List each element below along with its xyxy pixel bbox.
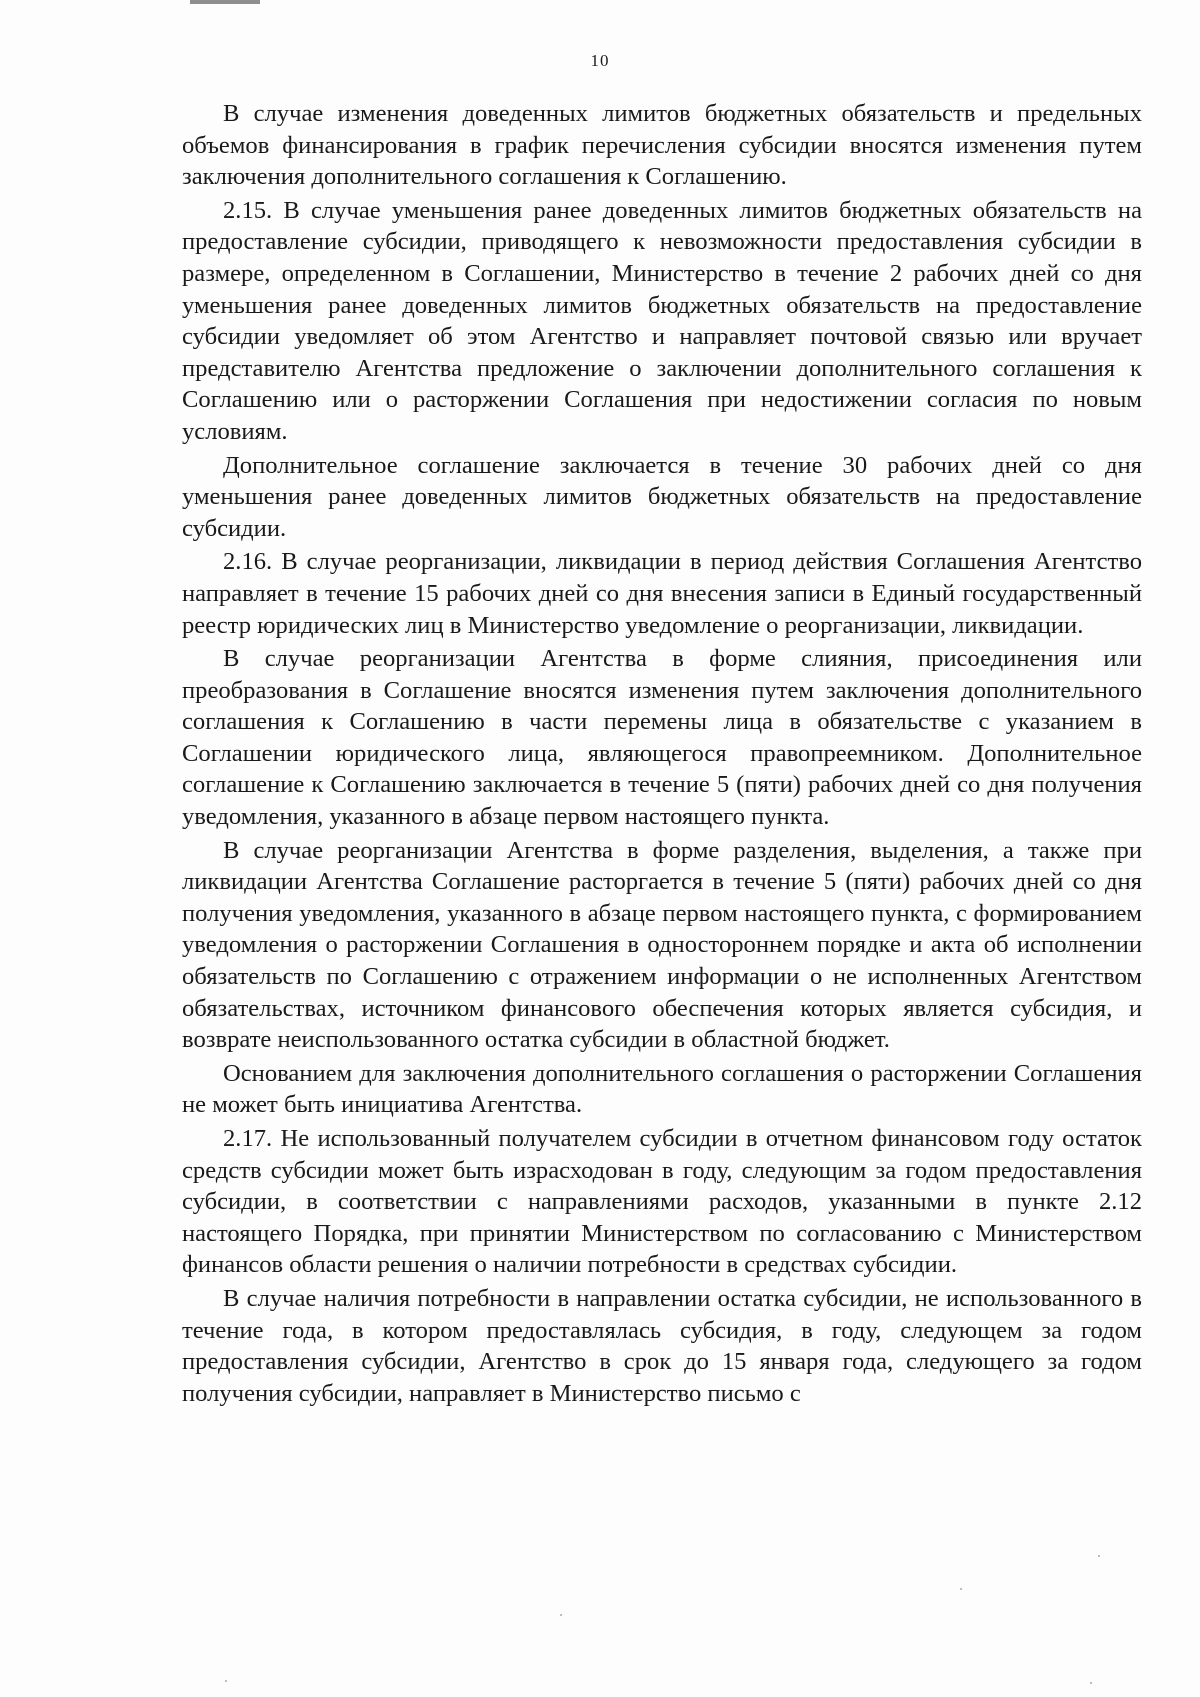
paragraph-2-17: 2.17. Не использованный получателем субсидии в отчетном финансовом году остаток средств субсидии может быть израсходован в году, следующим за годом предоставления субсидии, в соответствии с направлениями расходов, указанными в пункте 2.12 настоящего Порядка, при принятии Министерством по согласованию с Министерством финансов области решения о наличии потребности в средствах субсидии. xyxy=(182,1125,1142,1279)
paragraph-termination-basis: Основанием для заключения дополнительного соглашения о расторжении Соглашения не может быть инициатива Агентства. xyxy=(182,1059,1142,1119)
scan-speck xyxy=(1098,1555,1100,1557)
paragraph-remainder-need: В случае наличия потребности в направлении остатка субсидии, не использованного в течение года, в котором предоставлялась субсидия, в году, следующем за годом предоставления субсидии, Агентство в срок до 15 января года, следующего за годом получения субсидии, направляет в Министерство письмо с xyxy=(182,1284,1142,1407)
paragraph-division: В случае реорганизации Агентства в форме разделения, выделения, а также при ликвидации Агентства Соглашение расторгается в течение 5 (пяти) рабочих дней со дня получения уведомления, указанного в абзаце первом настоящего пункта, с формированием уведомления о расторжении Соглашения в одностороннем порядке и акта об исполнении обязательств по Соглашению с отражением информации о не исполненных Агентством обязательствах, источником финансового обеспечения которых является субсидия, и возврате неиспользованного остатка субсидии в областной бюджет. xyxy=(182,836,1142,1054)
page-number: 10 xyxy=(590,51,610,70)
paragraph-additional-agreement: Дополнительное соглашение заключается в течение 30 рабочих дней со дня уменьшения ранее доведенных лимитов бюджетных обязательств на предоставление субсидии. xyxy=(182,451,1142,542)
paragraph-merger: В случае реорганизации Агентства в форме слияния, присоединения или преобразования в Соглашение вносятся изменения путем заключения дополнительного соглашения к Соглашению в части перемены лица в обязательстве с указанием в Соглашении юридического лица, являющегося правопреемником. Дополнительное соглашение к Соглашению заключается в течение 5 (пяти) рабочих дней со дня получения уведомления, указанного в абзаце первом настоящего пункта. xyxy=(182,645,1142,831)
paragraph-2-15: 2.15. В случае уменьшения ранее доведенных лимитов бюджетных обязательств на предоставление субсидии, приводящего к невозможности предоставления субсидии в размере, определенном в Соглашении, Министерство в течение 2 рабочих дней со дня уменьшения ранее доведенных лимитов бюджетных обязательств на предоставление субсидии уведомляет об этом Агентство и направляет почтовой связью или вручает представителю Агентства предложение о заключении дополнительного соглашения к Соглашению или о расторжении Соглашения при недостижении согласия по новым условиям. xyxy=(182,196,1142,445)
document-body xyxy=(182,98,1142,1411)
scan-speck xyxy=(1090,1682,1092,1684)
scan-edge-mark xyxy=(190,0,260,4)
paragraph-2-16: 2.16. В случае реорганизации, ликвидации в период действия Соглашения Агентство направляет в течение 15 рабочих дней со дня внесения записи в Единый государственный реестр юридических лиц в Министерство уведомление о реорганизации, ликвидации. xyxy=(182,548,1142,639)
scan-speck xyxy=(560,1614,562,1616)
paragraph-limits-change: В случае изменения доведенных лимитов бюджетных обязательств и предельных объемов финансирования в график перечисления субсидии вносятся изменения путем заключения дополнительного соглашения к Соглашению. xyxy=(182,100,1142,191)
scan-speck xyxy=(225,1680,227,1682)
scan-speck xyxy=(960,1588,962,1590)
